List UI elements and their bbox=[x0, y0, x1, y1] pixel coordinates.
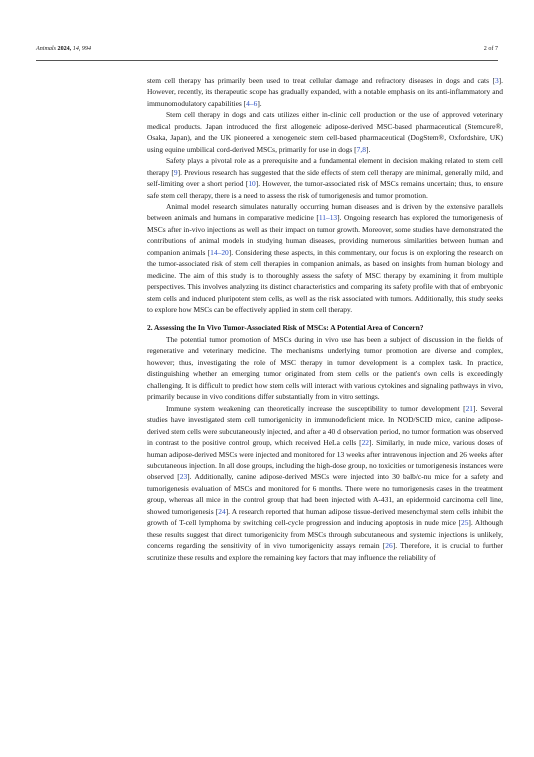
paragraph-text: ]. Similarly, in nude mice, various doses of human adipose-derived MSCs were injected and monitored for 13 weeks after intravenous injection and 26 weeks after subcutaneous injection. In all dose groups, including the high-dose group, no toxicities or tumorigenesis instances were observed [ bbox=[147, 438, 504, 482]
section-heading: 2. Assessing the In Vivo Tumor-Associated Risk of MSCs: A Potential Area of Concern? bbox=[147, 322, 424, 332]
citation-link[interactable]: 24 bbox=[218, 506, 226, 516]
paragraph bbox=[147, 155, 503, 201]
citation-link[interactable]: 23 bbox=[179, 472, 188, 482]
journal-citation bbox=[36, 44, 91, 54]
paragraph bbox=[147, 109, 503, 155]
paragraph-text: The potential tumor promotion of MSCs during in vivo use has been a subject of discussion in the fields of regenerative and veterinary medicine. The mechanisms underlying tumor promotion are diverse and complex, however; thus, investigating the role of MSC therapy in tumor development is a complex task. In practice, distinguishing whether an emerging tumor originated from stem cells or the patient's own cells is exceedingly challenging. It is difficult to predict how stem cells will interact with various cytokines and signaling pathways in vivo, primarily because in vivo conditions differ substantially from in vitro settings. bbox=[147, 334, 503, 402]
running-header bbox=[36, 44, 498, 54]
paragraph-text: Safety plays a pivotal role as a prerequisite and a fundamental element in decision making related to stem cell therapy [ bbox=[147, 156, 503, 177]
paragraph-text: ]. A research reported that human adipose tissue-derived mesenchymal stem cells inhibit the growth of T-cell lymphoma by switching cell-cycle progression and inducing apoptosis in nude mice [ bbox=[147, 506, 503, 528]
citation-link[interactable]: 21 bbox=[465, 403, 473, 413]
citation-link[interactable]: 25 bbox=[460, 518, 469, 528]
paragraph bbox=[147, 403, 503, 563]
journal-name: Animals bbox=[36, 46, 56, 52]
paragraph bbox=[147, 334, 503, 403]
paragraph-text: ]. However, recently, its therapeutic scope has gradually expanded, with a notable emphasis on its anti-inflammatory and immunomodulatory capabilities [ bbox=[147, 76, 503, 108]
paragraph-text: ]. bbox=[365, 144, 371, 154]
citation-link[interactable]: 7,8 bbox=[356, 144, 366, 154]
paragraph-text: ]. Therefore, it is crucial to further scrutinize these results and explore the remaining key factors that may influence the reliability of bbox=[147, 541, 503, 562]
citation-link[interactable]: 22 bbox=[361, 438, 369, 448]
paragraph-text: ]. However, the tumor-associated risk of MSCs remains uncertain; thus, to ensure safe stem cell therapy, there is a need to assess the risk of tumorigenesis and tumor promotion. bbox=[147, 179, 504, 200]
paragraph-text: Animal model research simulates naturally occurring human diseases and is driven by the extensive parallels between animals and humans in comparative medicine [ bbox=[147, 201, 503, 223]
paragraph-text: ]. Additionally, canine adipose-derived MSCs were injected into 30 balb/c-nu mice for a safety and tumorigenesis evaluation of MSCs and monitored for 6 months. There were no tumorigenesis cases in the treatment group, whereas all mice in the control group that had been injected with A-431, an epidermoid carcinoma cell line, showed tumorigenesis [ bbox=[147, 472, 503, 516]
paragraph-text: ]. bbox=[257, 98, 262, 108]
citation-link[interactable]: 26 bbox=[385, 541, 393, 551]
paragraph-text: Stem cell therapy in dogs and cats utilizes either in-clinic cell production or the use of approved veterinary medical products. Japan introduced the first allogeneic adipose-derived MSC-based pharmaceutical (Stemcure®, Osaka, Japan), and the UK pioneered a xenogeneic stem cell-based pharmaceutical (DogStem®, Oxfordshire, UK) using equine umbilical cord-derived MSCs, primarily for use in dogs [ bbox=[147, 110, 503, 154]
page-number: 2 of 7 bbox=[483, 46, 498, 52]
paragraph-text: ]. Ongoing research has explored the tumorigenesis of MSCs after in-vivo injections as well as their impact on tumor growth. Moreover, some studies have demonstrated the contributions of animal models in studying human diseases, providing numerous similarities between human and companion animals [ bbox=[147, 213, 503, 257]
article-body bbox=[147, 75, 503, 563]
journal-year: 2024, bbox=[57, 46, 72, 52]
paragraph-text: stem cell therapy has primarily been used to treat cellular damage and refractory diseases in dogs and cats [ bbox=[147, 76, 495, 85]
paragraph-text: ]. Previous research has suggested that the side effects of stem cell therapy are minimal, generally mild, and self-limiting over a short period [ bbox=[147, 167, 503, 189]
paragraph-text: ]. Several studies have investigated stem cell tumorigenicity in immunodeficient mice. In NOD/SCID mice, canine adipose-derived stem cells were subcutaneously injected, and after a 40 d observation period, no tumor formation was observed in contrast to the positive control group, which received HeLa cells [ bbox=[147, 403, 503, 448]
paragraph-text: ]. Although these results suggest that direct tumorigenicity from MSCs through subcutaneous and systemic injections is unlikely, concerns regarding the sensitivity of in vivo tumorigenicity assays remain [ bbox=[147, 518, 503, 551]
paragraph bbox=[147, 201, 503, 316]
header-rule bbox=[36, 60, 498, 61]
citation-link[interactable]: 10 bbox=[248, 179, 256, 189]
citation-link[interactable]: 14–20 bbox=[210, 247, 229, 257]
citation-link[interactable]: 11–13 bbox=[318, 213, 338, 223]
journal-volume: 14, 994 bbox=[72, 46, 92, 52]
citation-link[interactable]: 9 bbox=[173, 167, 178, 177]
paragraph-text: ]. Considering these aspects, in this commentary, our focus is on exploring the research on the tumor-associated risk of stem cell therapies in companion animals, as based on insights from human biology and medicine. The aim of this study is to thoroughly assess the safety of MSC therapy by examining it from multiple perspectives. This involves analyzing its distinct characteristics and comparing its safety profile with that of embryonic stem cells and induced pluripotent stem cells, as well as the risk associated with tumors. Additionally, this study seeks to explore how MSCs can be effectively applied in stem cell therapy. bbox=[147, 247, 503, 315]
citation-link[interactable]: 3 bbox=[494, 76, 499, 85]
paragraph bbox=[147, 75, 503, 109]
paragraph-text: Immune system weakening can theoretically increase the susceptibility to tumor development [ bbox=[166, 403, 466, 413]
citation-link[interactable]: 4–6 bbox=[246, 98, 258, 108]
